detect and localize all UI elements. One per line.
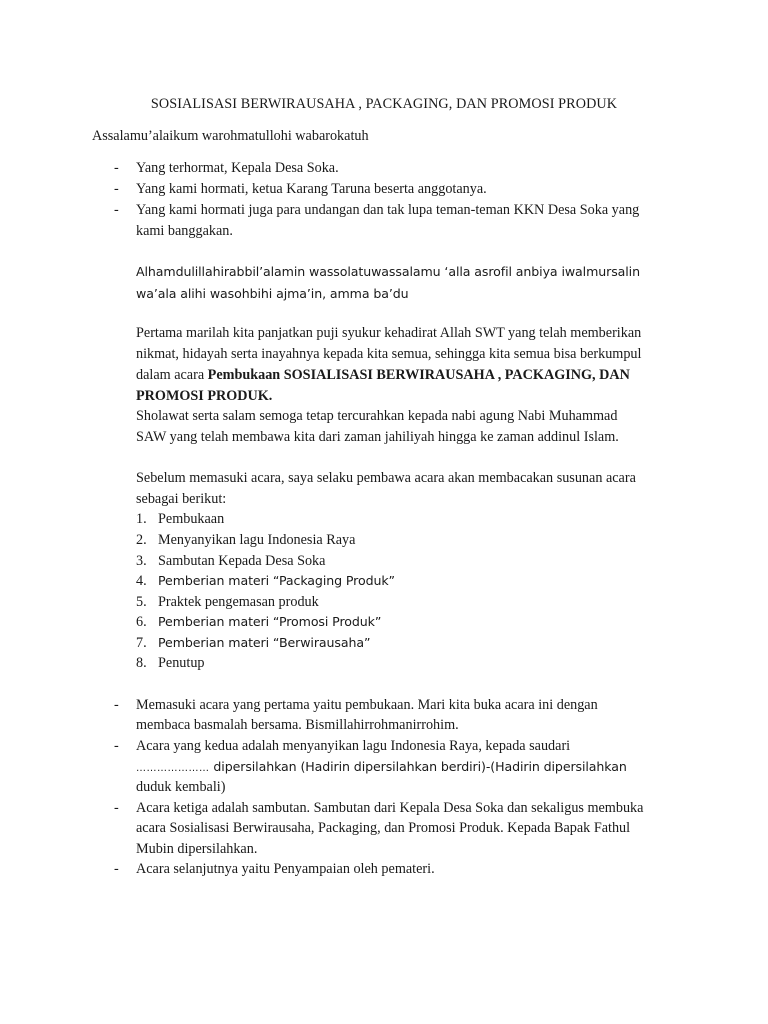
gratitude-prefix: dalam acara bbox=[136, 367, 208, 383]
sholawat-line: Sholawat serta salam semoga tetap tercurahkan kepada nabi agung Nabi Muhammad bbox=[136, 408, 618, 424]
agenda-item: Praktek pengemasan produk bbox=[158, 594, 319, 610]
proceeding-line: membaca basmalah bersama. Bismillahirrohmanirrohim. bbox=[136, 717, 459, 733]
gratitude-line: nikmat, hidayah serta inayahnya kepada kita semua, sehingga kita semua bisa berkumpul bbox=[136, 346, 642, 362]
document-title: SOSIALISASI BERWIRAUSAHA , PACKAGING, DAN PROMOSI PRODUK bbox=[150, 96, 618, 112]
proceeding-line: Memasuki acara yang pertama yaitu pembukaan. Mari kita buka acara ini dengan bbox=[136, 697, 598, 713]
opening-arabic-line: Alhamdulillahirabbil’alamin wassolatuwassalamu ‘alla asrofil anbiya iwalmursalin bbox=[136, 264, 640, 279]
agenda-item: Pemberian materi “Packaging Produk” bbox=[158, 573, 395, 588]
bullet-dash: - bbox=[114, 202, 119, 218]
bullet-dash: - bbox=[114, 861, 119, 877]
agenda-item: Pemberian materi “Promosi Produk” bbox=[158, 614, 382, 629]
salutation-item: Yang kami hormati juga para undangan dan tak lupa teman-teman KKN Desa Soka yang bbox=[136, 202, 640, 218]
agenda-number: 1. bbox=[136, 511, 147, 527]
agenda-item: Sambutan Kepada Desa Soka bbox=[158, 553, 326, 569]
agenda-number: 8. bbox=[136, 655, 147, 671]
proceeding-line: Acara ketiga adalah sambutan. Sambutan dari Kepala Desa Soka dan sekaligus membuka bbox=[136, 800, 644, 816]
gratitude-line: Pertama marilah kita panjatkan puji syukur kehadirat Allah SWT yang telah memberikan bbox=[136, 325, 642, 341]
agenda-number: 2. bbox=[136, 532, 147, 548]
bullet-dash: - bbox=[114, 738, 119, 754]
agenda-item: Menyanyikan lagu Indonesia Raya bbox=[158, 532, 356, 548]
proceeding-line: acara Sosialisasi Berwirausaha, Packaging, dan Promosi Produk. Kepada Bapak Fathul bbox=[136, 820, 631, 836]
bullet-dash: - bbox=[114, 160, 119, 176]
proceeding-line: Mubin dipersilahkan. bbox=[136, 841, 258, 857]
proceeding-line: duduk kembali) bbox=[136, 779, 226, 795]
proceeding-line: Acara selanjutnya yaitu Penyampaian oleh pemateri. bbox=[136, 861, 435, 877]
event-name-bold: PROMOSI PRODUK. bbox=[136, 388, 273, 404]
bullet-dash: - bbox=[114, 181, 119, 197]
salutation-item: Yang kami hormati, ketua Karang Taruna beserta anggotanya. bbox=[136, 181, 487, 197]
proceeding-line: Acara yang kedua adalah menyanyikan lagu Indonesia Raya, kepada saudari bbox=[136, 738, 571, 754]
greeting: Assalamu’alaikum warohmatullohi wabarokatuh bbox=[92, 128, 369, 144]
agenda-number: 6. bbox=[136, 614, 147, 630]
agenda-number: 7. bbox=[136, 635, 147, 651]
fill-in-blank-dots: ………………… bbox=[136, 763, 210, 774]
agenda-number: 3. bbox=[136, 553, 147, 569]
salutation-item-continuation: kami banggakan. bbox=[136, 223, 233, 239]
agenda-intro-line: sebagai berikut: bbox=[136, 491, 227, 507]
agenda-item: Pemberian materi “Berwirausaha” bbox=[158, 635, 371, 650]
proceeding-line bbox=[136, 757, 627, 779]
event-name-bold: Pembukaan SOSIALISASI BERWIRAUSAHA , PACKAGING, DAN bbox=[207, 367, 630, 383]
gratitude-line bbox=[136, 365, 630, 385]
salutation-item: Yang terhormat, Kepala Desa Soka. bbox=[136, 160, 339, 176]
proceeding-text: dipersilahkan (Hadirin dipersilahkan berdiri)-(Hadirin dipersilahkan bbox=[209, 759, 627, 774]
agenda-number: 5. bbox=[136, 594, 147, 610]
agenda-item: Pembukaan bbox=[158, 511, 225, 527]
bullet-dash: - bbox=[114, 697, 119, 713]
bullet-dash: - bbox=[114, 800, 119, 816]
opening-arabic-line: wa’ala alihi wasohbihi ajma’in, amma ba’du bbox=[136, 286, 409, 301]
agenda-number: 4. bbox=[136, 573, 147, 589]
agenda-item: Penutup bbox=[158, 655, 205, 671]
agenda-intro-line: Sebelum memasuki acara, saya selaku pembawa acara akan membacakan susunan acara bbox=[136, 470, 636, 486]
sholawat-line: SAW yang telah membawa kita dari zaman jahiliyah hingga ke zaman addinul Islam. bbox=[136, 429, 619, 445]
